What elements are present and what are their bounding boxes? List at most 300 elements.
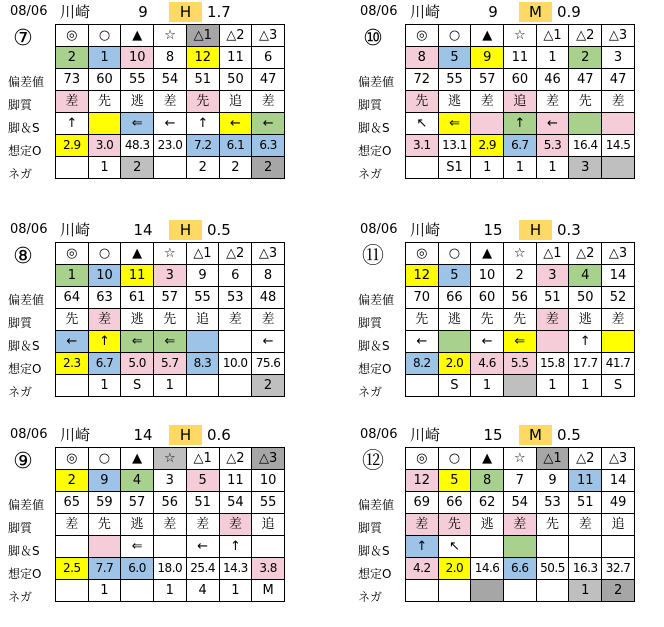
expected-odds-cell: 5.5 bbox=[503, 353, 536, 375]
horse-number-cell: 8 bbox=[406, 47, 439, 69]
expected-odds-cell: 6.0 bbox=[121, 558, 154, 580]
track-condition: M bbox=[519, 2, 552, 22]
grid-row-nega bbox=[56, 375, 285, 397]
mark-cell: △2 bbox=[219, 243, 252, 265]
negative-cell bbox=[154, 157, 187, 179]
negative-cell: 2 bbox=[252, 375, 285, 397]
expected-odds-cell: 7.7 bbox=[88, 558, 121, 580]
grid-row-hensa bbox=[406, 492, 635, 514]
running-style-cell: 追 bbox=[504, 91, 537, 113]
deviation-cell: 60 bbox=[471, 287, 504, 309]
running-style-cell: 差 bbox=[56, 514, 89, 536]
expected-odds-cell: 4.6 bbox=[471, 353, 504, 375]
race-number: 14 bbox=[133, 221, 153, 239]
leg-speed-cell: ← bbox=[252, 113, 285, 135]
grid-row-sotei bbox=[56, 353, 285, 375]
row-label-sotei: 想定O bbox=[358, 144, 392, 158]
horse-number-cell: 3 bbox=[536, 265, 569, 287]
leg-speed-cell bbox=[88, 536, 121, 558]
grid-row-horses bbox=[56, 470, 285, 492]
expected-odds-cell: 5.0 bbox=[121, 353, 154, 375]
leg-speed-cell bbox=[569, 536, 602, 558]
leg-speed-cell bbox=[602, 536, 635, 558]
running-style-cell: 先 bbox=[406, 309, 439, 331]
leg-speed-cell: ↖ bbox=[406, 113, 439, 135]
grid-row-hensa bbox=[406, 69, 635, 91]
horse-number-cell: 9 bbox=[88, 470, 121, 492]
grid-row-kyaku bbox=[406, 514, 635, 536]
expected-odds-cell: 23.0 bbox=[154, 135, 187, 157]
mark-cell: ☆ bbox=[153, 448, 186, 470]
negative-cell: 4 bbox=[186, 580, 219, 602]
grid-row-marks bbox=[56, 448, 285, 470]
leg-speed-cell: ← bbox=[186, 536, 219, 558]
horse-number-cell: 3 bbox=[153, 470, 186, 492]
running-style-cell: 逃 bbox=[121, 514, 154, 536]
expected-odds-cell: 18.0 bbox=[153, 558, 186, 580]
leg-speed-cell bbox=[252, 536, 285, 558]
deviation-cell: 47 bbox=[252, 69, 285, 91]
negative-cell: 1 bbox=[219, 580, 252, 602]
leg-speed-cell: ↑ bbox=[569, 331, 602, 353]
grid-row-nega bbox=[406, 157, 635, 179]
deviation-cell: 69 bbox=[406, 492, 439, 514]
leg-speed-cell bbox=[536, 331, 569, 353]
mark-cell: ☆ bbox=[503, 243, 536, 265]
horse-number-cell: 12 bbox=[406, 265, 439, 287]
mark-cell: △3 bbox=[602, 25, 635, 47]
expected-odds-cell: 3.8 bbox=[252, 558, 285, 580]
running-style-cell: 先 bbox=[153, 309, 186, 331]
negative-cell: S bbox=[438, 375, 471, 397]
mark-cell: △1 bbox=[536, 25, 569, 47]
race-number: 9 bbox=[488, 3, 498, 21]
mark-cell: △2 bbox=[219, 448, 252, 470]
deviation-cell: 63 bbox=[88, 287, 121, 309]
horse-number-cell: 14 bbox=[602, 265, 635, 287]
grid-row-marks bbox=[56, 243, 285, 265]
expected-odds-cell: 75.6 bbox=[252, 353, 285, 375]
leg-speed-cell: ⇐ bbox=[121, 331, 154, 353]
negative-cell: S1 bbox=[438, 157, 471, 179]
track-condition: H bbox=[519, 220, 552, 240]
horse-number-cell: 11 bbox=[569, 470, 602, 492]
race-circle-number: ⑦ bbox=[13, 26, 33, 51]
deviation-cell: 66 bbox=[438, 287, 471, 309]
negative-cell bbox=[186, 375, 219, 397]
mark-cell: ▲ bbox=[471, 448, 504, 470]
horse-number-cell: 11 bbox=[504, 47, 537, 69]
deviation-cell: 57 bbox=[471, 69, 504, 91]
condition-value: 0.9 bbox=[557, 3, 581, 21]
row-label-hensa: 偏差値 bbox=[358, 293, 395, 307]
race-number: 14 bbox=[133, 426, 153, 444]
row-label-nega: ネガ bbox=[358, 590, 383, 604]
mark-cell: ▲ bbox=[471, 25, 504, 47]
mark-cell: ◎ bbox=[56, 448, 89, 470]
track-condition: H bbox=[169, 220, 202, 240]
deviation-cell: 52 bbox=[602, 287, 635, 309]
condition-value: 0.6 bbox=[207, 426, 231, 444]
mark-cell: ◎ bbox=[56, 25, 89, 47]
leg-speed-cell: ↑ bbox=[219, 536, 252, 558]
leg-speed-cell bbox=[56, 536, 89, 558]
deviation-cell: 72 bbox=[406, 69, 439, 91]
grid-row-horses bbox=[406, 265, 635, 287]
grid-row-ashi bbox=[406, 113, 635, 135]
expected-odds-cell: 13.1 bbox=[438, 135, 471, 157]
race-date: 08/06 bbox=[360, 427, 398, 442]
race-date: 08/06 bbox=[10, 4, 48, 19]
mark-cell: △3 bbox=[252, 243, 285, 265]
horse-number-cell: 10 bbox=[252, 470, 285, 492]
row-label-kyakushitsu: 脚質 bbox=[358, 521, 383, 535]
negative-cell bbox=[602, 157, 635, 179]
horse-number-cell: 4 bbox=[569, 265, 602, 287]
row-label-kyakushitsu: 脚質 bbox=[358, 316, 383, 330]
deviation-cell: 62 bbox=[471, 492, 504, 514]
deviation-cell: 50 bbox=[569, 287, 602, 309]
race-header bbox=[360, 425, 635, 445]
negative-cell bbox=[56, 375, 89, 397]
negative-cell: 1 bbox=[569, 375, 602, 397]
grid-row-marks bbox=[406, 243, 635, 265]
running-style-cell: 追 bbox=[186, 309, 219, 331]
deviation-cell: 64 bbox=[56, 287, 89, 309]
mark-cell: ○ bbox=[438, 448, 471, 470]
negative-cell: 1 bbox=[153, 375, 186, 397]
race-panel-10 bbox=[360, 2, 635, 197]
leg-speed-cell: ← bbox=[536, 113, 569, 135]
negative-cell: 1 bbox=[88, 375, 121, 397]
running-style-cell: 差 bbox=[536, 309, 569, 331]
running-style-cell: 差 bbox=[602, 309, 635, 331]
grid-row-ashi bbox=[56, 113, 285, 135]
race-panel-9 bbox=[10, 425, 285, 620]
mark-cell: ◎ bbox=[406, 243, 439, 265]
horse-number-cell: 2 bbox=[56, 470, 89, 492]
negative-cell: 1 bbox=[569, 580, 602, 602]
running-style-cell: 先 bbox=[536, 514, 569, 536]
mark-cell: △2 bbox=[569, 243, 602, 265]
row-label-ashi_s: 脚＆S bbox=[358, 339, 390, 353]
expected-odds-cell: 6.7 bbox=[88, 353, 121, 375]
row-label-hensa: 偏差値 bbox=[8, 75, 45, 89]
negative-cell bbox=[219, 375, 252, 397]
row-label-ashi_s: 脚＆S bbox=[8, 121, 40, 135]
running-style-cell: 差 bbox=[56, 91, 89, 113]
row-label-nega: ネガ bbox=[8, 590, 33, 604]
expected-odds-cell: 10.0 bbox=[219, 353, 252, 375]
negative-cell: 2 bbox=[219, 157, 252, 179]
mark-cell: △1 bbox=[536, 448, 569, 470]
grid-row-sotei bbox=[56, 558, 285, 580]
grid-row-kyaku bbox=[406, 309, 635, 331]
running-style-cell: 先 bbox=[186, 91, 219, 113]
expected-odds-cell: 50.5 bbox=[536, 558, 569, 580]
deviation-cell: 47 bbox=[602, 69, 635, 91]
running-style-cell: 差 bbox=[406, 514, 439, 536]
race-date: 08/06 bbox=[360, 222, 398, 237]
grid-row-hensa bbox=[56, 69, 285, 91]
horse-grid bbox=[55, 447, 285, 602]
grid-row-sotei bbox=[406, 353, 635, 375]
expected-odds-cell: 16.4 bbox=[569, 135, 602, 157]
expected-odds-cell: 16.3 bbox=[569, 558, 602, 580]
expected-odds-cell: 25.4 bbox=[186, 558, 219, 580]
race-date: 08/06 bbox=[360, 4, 398, 19]
horse-number-cell: 6 bbox=[252, 47, 285, 69]
grid-row-sotei bbox=[56, 135, 285, 157]
negative-cell bbox=[121, 580, 154, 602]
horse-grid bbox=[55, 24, 285, 179]
race-header bbox=[10, 220, 285, 240]
leg-speed-cell: ⇐ bbox=[503, 331, 536, 353]
running-style-cell: 差 bbox=[153, 514, 186, 536]
grid-row-horses bbox=[56, 265, 285, 287]
horse-number-cell: 9 bbox=[471, 47, 504, 69]
track-condition: H bbox=[169, 2, 202, 22]
running-style-cell: 差 bbox=[88, 309, 121, 331]
deviation-cell: 73 bbox=[56, 69, 89, 91]
deviation-cell: 49 bbox=[602, 492, 635, 514]
row-label-hensa: 偏差値 bbox=[8, 293, 45, 307]
deviation-cell: 55 bbox=[252, 492, 285, 514]
deviation-cell: 60 bbox=[88, 69, 121, 91]
row-label-kyakushitsu: 脚質 bbox=[8, 316, 33, 330]
horse-number-cell: 5 bbox=[438, 265, 471, 287]
expected-odds-cell: 14.6 bbox=[471, 558, 504, 580]
running-style-cell: 追 bbox=[219, 91, 252, 113]
horse-number-cell: 14 bbox=[602, 470, 635, 492]
leg-speed-cell: ← bbox=[56, 331, 89, 353]
race-header bbox=[10, 2, 285, 22]
row-label-ashi_s: 脚＆S bbox=[8, 339, 40, 353]
mark-cell: ☆ bbox=[503, 448, 536, 470]
grid-row-kyaku bbox=[406, 91, 635, 113]
expected-odds-cell: 2.9 bbox=[471, 135, 504, 157]
horse-number-cell: 5 bbox=[438, 470, 471, 492]
horse-grid bbox=[55, 242, 285, 397]
leg-speed-cell bbox=[536, 536, 569, 558]
race-circle-number: ⑨ bbox=[13, 449, 33, 474]
mark-cell: △1 bbox=[536, 243, 569, 265]
horse-number-cell: 7 bbox=[503, 470, 536, 492]
leg-speed-cell: ← bbox=[154, 113, 187, 135]
horse-number-cell: 10 bbox=[121, 47, 154, 69]
running-style-cell: 差 bbox=[219, 309, 252, 331]
grid-row-sotei bbox=[406, 135, 635, 157]
condition-value: 1.7 bbox=[207, 3, 231, 21]
leg-speed-cell bbox=[88, 113, 121, 135]
deviation-cell: 51 bbox=[186, 492, 219, 514]
mark-cell: ▲ bbox=[121, 25, 154, 47]
horse-number-cell: 4 bbox=[121, 470, 154, 492]
expected-odds-cell: 3.0 bbox=[88, 135, 121, 157]
horse-number-cell: 8 bbox=[471, 470, 504, 492]
row-label-nega: ネガ bbox=[8, 385, 33, 399]
leg-speed-cell: ↑ bbox=[406, 536, 439, 558]
deviation-cell: 61 bbox=[121, 287, 154, 309]
deviation-cell: 55 bbox=[186, 287, 219, 309]
horse-number-cell: 11 bbox=[219, 47, 252, 69]
leg-speed-cell: ← bbox=[471, 331, 504, 353]
negative-cell: 2 bbox=[252, 157, 285, 179]
mark-cell: ☆ bbox=[153, 243, 186, 265]
running-style-cell: 先 bbox=[406, 91, 439, 113]
grid-row-sotei bbox=[406, 558, 635, 580]
grid-row-kyaku bbox=[56, 309, 285, 331]
mark-cell: △1 bbox=[186, 25, 219, 47]
mark-cell: ○ bbox=[438, 243, 471, 265]
expected-odds-cell: 8.2 bbox=[406, 353, 439, 375]
mark-cell: ▲ bbox=[121, 243, 154, 265]
horse-number-cell: 5 bbox=[438, 47, 471, 69]
grid-row-ashi bbox=[406, 331, 635, 353]
running-style-cell: 先 bbox=[503, 309, 536, 331]
horse-number-cell: 8 bbox=[154, 47, 187, 69]
negative-cell: 1 bbox=[88, 157, 121, 179]
horse-number-cell: 11 bbox=[121, 265, 154, 287]
row-label-hensa: 偏差値 bbox=[8, 498, 45, 512]
leg-speed-cell: ↑ bbox=[504, 113, 537, 135]
leg-speed-cell bbox=[438, 331, 471, 353]
grid-row-marks bbox=[56, 25, 285, 47]
negative-cell: 1 bbox=[536, 157, 569, 179]
row-label-kyakushitsu: 脚質 bbox=[358, 98, 383, 112]
running-style-cell: 逃 bbox=[569, 309, 602, 331]
horse-number-cell: 3 bbox=[602, 47, 635, 69]
negative-cell: 1 bbox=[504, 157, 537, 179]
running-style-cell: 逃 bbox=[471, 514, 504, 536]
expected-odds-cell: 15.8 bbox=[536, 353, 569, 375]
negative-cell: 2 bbox=[186, 157, 219, 179]
race-circle-number: ⑪ bbox=[361, 244, 384, 269]
negative-cell bbox=[438, 580, 471, 602]
deviation-cell: 46 bbox=[536, 69, 569, 91]
leg-speed-cell bbox=[569, 113, 602, 135]
track-condition: M bbox=[519, 425, 552, 445]
race-date: 08/06 bbox=[10, 222, 48, 237]
grid-row-horses bbox=[406, 47, 635, 69]
running-style-cell: 追 bbox=[252, 514, 285, 536]
row-label-sotei: 想定O bbox=[8, 144, 42, 158]
negative-cell bbox=[471, 580, 504, 602]
race-date: 08/06 bbox=[10, 427, 48, 442]
deviation-cell: 53 bbox=[536, 492, 569, 514]
leg-speed-cell bbox=[503, 536, 536, 558]
negative-cell: 1 bbox=[88, 580, 121, 602]
running-style-cell: 差 bbox=[219, 514, 252, 536]
horse-number-cell: 2 bbox=[569, 47, 602, 69]
condition-value: 0.5 bbox=[557, 426, 581, 444]
horse-grid bbox=[405, 242, 635, 397]
running-style-cell: 先 bbox=[56, 309, 89, 331]
expected-odds-cell: 2.0 bbox=[438, 558, 471, 580]
expected-odds-cell: 17.7 bbox=[569, 353, 602, 375]
race-panel-7 bbox=[10, 2, 285, 197]
race-header bbox=[360, 2, 635, 22]
deviation-cell: 51 bbox=[186, 69, 219, 91]
running-style-cell: 差 bbox=[154, 91, 187, 113]
expected-odds-cell: 14.5 bbox=[602, 135, 635, 157]
horse-number-cell: 12 bbox=[406, 470, 439, 492]
race-number: 15 bbox=[483, 426, 503, 444]
expected-odds-cell: 4.2 bbox=[406, 558, 439, 580]
negative-cell: S bbox=[602, 375, 635, 397]
negative-cell: 2 bbox=[121, 157, 154, 179]
track-name: 川崎 bbox=[60, 426, 91, 444]
horse-number-cell: 1 bbox=[56, 265, 89, 287]
grid-row-kyaku bbox=[56, 514, 285, 536]
running-style-cell: 逃 bbox=[121, 309, 154, 331]
grid-row-nega bbox=[56, 580, 285, 602]
horse-number-cell: 1 bbox=[88, 47, 121, 69]
grid-row-nega bbox=[406, 375, 635, 397]
deviation-cell: 54 bbox=[219, 492, 252, 514]
grid-row-ashi bbox=[56, 331, 285, 353]
horse-number-cell: 9 bbox=[536, 470, 569, 492]
race-number: 15 bbox=[483, 221, 503, 239]
mark-cell: △3 bbox=[252, 25, 285, 47]
deviation-cell: 65 bbox=[56, 492, 89, 514]
leg-speed-cell: ↑ bbox=[186, 113, 219, 135]
running-style-cell: 逃 bbox=[438, 91, 471, 113]
race-circle-number: ⑧ bbox=[13, 244, 33, 269]
expected-odds-cell: 3.1 bbox=[406, 135, 439, 157]
deviation-cell: 51 bbox=[569, 492, 602, 514]
leg-speed-cell: ⇐ bbox=[121, 536, 154, 558]
mark-cell: △2 bbox=[219, 25, 252, 47]
race-panel-12 bbox=[360, 425, 635, 620]
grid-row-nega bbox=[56, 157, 285, 179]
expected-odds-cell: 2.9 bbox=[56, 135, 89, 157]
race-circle-number: ⑩ bbox=[363, 26, 383, 51]
running-style-cell: 差 bbox=[536, 91, 569, 113]
deviation-cell: 56 bbox=[153, 492, 186, 514]
expected-odds-cell: 7.2 bbox=[186, 135, 219, 157]
leg-speed-cell bbox=[471, 113, 504, 135]
running-style-cell: 逃 bbox=[121, 91, 154, 113]
mark-cell: ◎ bbox=[406, 448, 439, 470]
expected-odds-cell: 6.1 bbox=[219, 135, 252, 157]
negative-cell bbox=[406, 157, 439, 179]
track-name: 川崎 bbox=[410, 221, 441, 239]
negative-cell: 1 bbox=[153, 580, 186, 602]
row-label-nega: ネガ bbox=[358, 385, 383, 399]
row-label-kyakushitsu: 脚質 bbox=[8, 98, 33, 112]
row-label-sotei: 想定O bbox=[8, 567, 42, 581]
leg-speed-cell: ⇐ bbox=[153, 331, 186, 353]
deviation-cell: 57 bbox=[121, 492, 154, 514]
running-style-cell: 追 bbox=[602, 514, 635, 536]
mark-cell: ◎ bbox=[56, 243, 89, 265]
leg-speed-cell bbox=[471, 536, 504, 558]
mark-cell: △2 bbox=[569, 25, 602, 47]
deviation-cell: 66 bbox=[438, 492, 471, 514]
horse-number-cell: 3 bbox=[153, 265, 186, 287]
negative-cell bbox=[56, 580, 89, 602]
mark-cell: ☆ bbox=[504, 25, 537, 47]
deviation-cell: 51 bbox=[536, 287, 569, 309]
deviation-cell: 57 bbox=[153, 287, 186, 309]
negative-cell: M bbox=[252, 580, 285, 602]
horse-number-cell: 9 bbox=[186, 265, 219, 287]
row-label-nega: ネガ bbox=[358, 167, 383, 181]
expected-odds-cell: 6.7 bbox=[504, 135, 537, 157]
horse-number-cell: 11 bbox=[219, 470, 252, 492]
running-style-cell: 差 bbox=[252, 91, 285, 113]
